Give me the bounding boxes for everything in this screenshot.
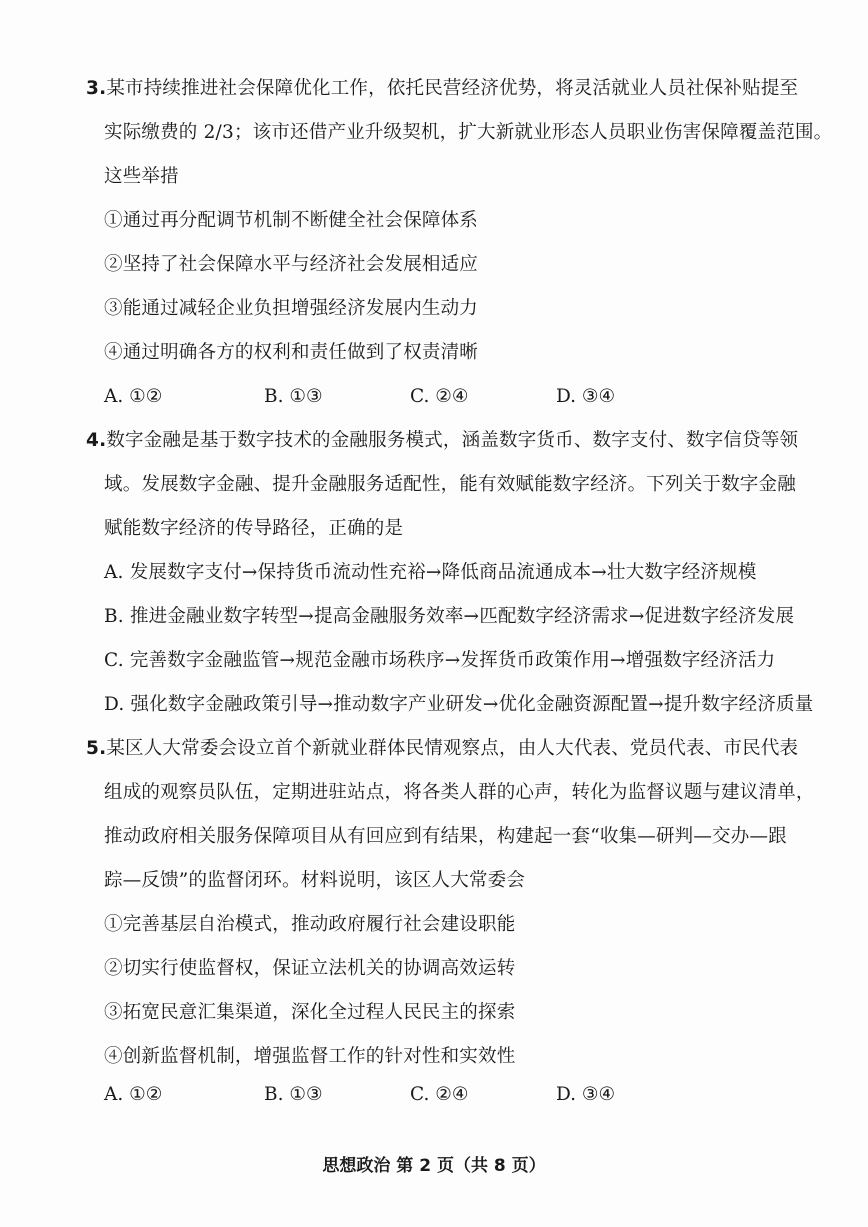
q5-stem-line-2: 组成的观察员队伍，定期进驻站点，将各类人群的心声，转化为监督议题与建议清单， <box>104 782 815 803</box>
q3-choice-d[interactable]: D. ③④ <box>556 386 616 407</box>
q4-option-d[interactable]: D. 强化数字金融政策引导→推动数字产业研发→优化金融资源配置→提升数字经济质量 <box>104 694 814 715</box>
q3-stem-line-2: 实际缴费的 2/3；该市还借产业升级契机，扩大新就业形态人员职业伤害保障覆盖范围。 <box>104 122 833 143</box>
q4-stem-text-1: 数字金融是基于数字技术的金融服务模式，涵盖数字货币、数字支付、数字信贷等领 <box>106 430 799 451</box>
q5-item-4: ④创新监督机制，增强监督工作的针对性和实效性 <box>104 1046 516 1067</box>
q4-option-c[interactable]: C. 完善数字金融监管→规范金融市场秩序→发挥货币政策作用→增强数字经济活力 <box>104 650 776 671</box>
q3-number: 3. <box>86 78 107 99</box>
q5-item-2: ②切实行使监督权，保证立法机关的协调高效运转 <box>104 958 516 979</box>
q5-stem-line-4: 踪—反馈”的监督闭环。材料说明，该区人大常委会 <box>104 870 526 891</box>
q5-choice-d[interactable]: D. ③④ <box>556 1084 616 1105</box>
q5-choices <box>104 1082 704 1108</box>
q5-choice-c[interactable]: C. ②④ <box>410 1084 469 1105</box>
q5-stem-line-1 <box>86 736 798 762</box>
q4-option-a[interactable]: A. 发展数字支付→保持货币流动性充裕→降低商品流通成本→壮大数字经济规模 <box>104 562 757 583</box>
q3-item-2: ②坚持了社会保障水平与经济社会发展相适应 <box>104 254 479 275</box>
q3-choice-b[interactable]: B. ①③ <box>264 386 323 407</box>
q4-stem-line-3: 赋能数字经济的传导路径，正确的是 <box>104 518 404 539</box>
q3-choice-c[interactable]: C. ②④ <box>410 386 469 407</box>
q5-choice-b[interactable]: B. ①③ <box>264 1084 323 1105</box>
q3-stem-line-3: 这些举措 <box>104 166 179 187</box>
q3-item-1: ①通过再分配调节机制不断健全社会保障体系 <box>104 210 479 231</box>
q3-item-3: ③能通过减轻企业负担增强经济发展内生动力 <box>104 298 479 319</box>
q5-number: 5. <box>86 738 107 759</box>
q3-choice-a[interactable]: A. ①② <box>104 386 163 407</box>
q3-stem-text-1: 某市持续推进社会保障优化工作，依托民营经济优势，将灵活就业人员社保补贴提至 <box>106 78 799 99</box>
q4-stem-line-2: 域。发展数字金融、提升金融服务适配性，能有效赋能数字经济。下列关于数字金融 <box>104 474 796 495</box>
q5-stem-line-3: 推动政府相关服务保障项目从有回应到有结果，构建起一套“收集—研判—交办—跟 <box>104 826 787 847</box>
q5-choice-a[interactable]: A. ①② <box>104 1084 163 1105</box>
q4-stem-line-1 <box>86 428 798 454</box>
q5-stem-text-1: 某区人大常委会设立首个新就业群体民情观察点，由人大代表、党员代表、市民代表 <box>106 738 799 759</box>
page-footer: 思想政治 第 2 页（共 8 页） <box>322 1156 546 1176</box>
q3-choices <box>104 384 704 410</box>
q3-item-4: ④通过明确各方的权利和责任做到了权责清晰 <box>104 342 479 363</box>
q5-item-1: ①完善基层自治模式，推动政府履行社会建设职能 <box>104 914 516 935</box>
q4-option-b[interactable]: B. 推进金融业数字转型→提高金融服务效率→匹配数字经济需求→促进数字经济发展 <box>104 606 795 627</box>
q3-stem-line-1 <box>86 76 798 102</box>
q5-item-3: ③拓宽民意汇集渠道，深化全过程人民民主的探索 <box>104 1002 516 1023</box>
q4-number: 4. <box>86 430 107 451</box>
